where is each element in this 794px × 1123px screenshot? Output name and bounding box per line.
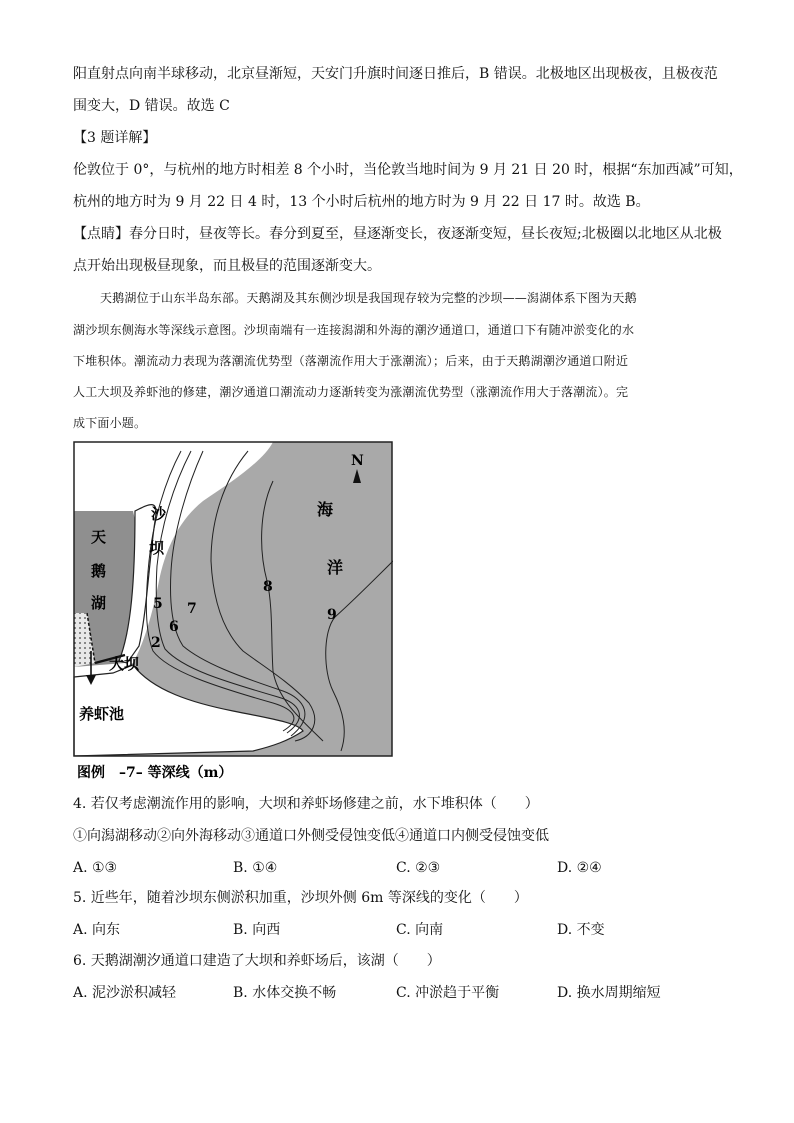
tips-line: 点开始出现极昼现象，而且极昼的范围逐渐变大。 bbox=[73, 258, 381, 274]
pond-label: 养虾池 bbox=[79, 705, 125, 723]
explanation-line: 伦敦位于 0°，与杭州的地方时相差 8 个小时，当伦敦当地时间为 9 月 21 日 20 时，根据“东加西减”可知， bbox=[73, 162, 743, 178]
dam-label: 大坝 bbox=[109, 655, 140, 673]
contour-label: 5 bbox=[153, 596, 163, 612]
contour-label: 7 bbox=[187, 601, 197, 617]
option-b[interactable]: B. 水体交换不畅 bbox=[233, 985, 337, 1001]
north-label: N bbox=[351, 453, 364, 469]
question-stem: 5. 近些年，随着沙坝东侧淤积加重，沙坝外侧 6m 等深线的变化（ ） bbox=[73, 890, 528, 906]
option-c[interactable]: C. ②③ bbox=[396, 860, 441, 876]
map-legend: 图例 –7– 等深线（m） bbox=[77, 765, 233, 781]
option-b[interactable]: B. ①④ bbox=[233, 860, 278, 876]
explanation-line: 阳直射点向南半球移动，北京昼渐短，天安门升旗时间逐日推后，B 错误。北极地区出现极夜，且极夜范 bbox=[73, 66, 718, 82]
question-stem: 6. 天鹅湖潮汐通道口建造了大坝和养虾场后，该湖（ ） bbox=[73, 953, 441, 969]
explanation-line: 杭州的地方时为 9 月 22 日 4 时，13 个小时后杭州的地方时为 9 月 22 日 17 时。故选 B。 bbox=[73, 194, 650, 210]
question-stem: 4. 若仅考虑潮流作用的影响，大坝和养虾场修建之前，水下堆积体（ ） bbox=[73, 796, 539, 812]
sea-label: 洋 bbox=[327, 558, 344, 577]
isobath-map bbox=[73, 441, 393, 786]
bar-label: 坝 bbox=[149, 539, 165, 557]
contour-label: 9 bbox=[327, 607, 337, 623]
tips-line: 【点睛】春分日时，昼夜等长。春分到夏至，昼逐渐变长，夜逐渐变短，昼长夜短;北极圈以北地区从北极 bbox=[73, 226, 722, 242]
lake-label: 天 bbox=[91, 528, 107, 546]
option-a[interactable]: A. 向东 bbox=[73, 922, 121, 938]
option-c[interactable]: C. 向南 bbox=[396, 922, 444, 938]
contour-label: 8 bbox=[263, 579, 273, 595]
option-a[interactable]: A. 泥沙淤积减轻 bbox=[73, 985, 177, 1001]
option-d[interactable]: D. ②④ bbox=[557, 860, 602, 876]
option-b[interactable]: B. 向西 bbox=[233, 922, 281, 938]
passage-line: 成下面小题。 bbox=[73, 416, 147, 430]
passage-line: 下堆积体。潮流动力表现为落潮流优势型（落潮流作用大于涨潮流）；后来，由于天鹅湖潮汐通道口附近 bbox=[73, 354, 629, 368]
lake-label: 湖 bbox=[91, 594, 107, 612]
passage-line: 人工大坝及养虾池的修建，潮汐通道口潮流动力逐渐转变为涨潮流优势型（涨潮流作用大于落潮流）。完 bbox=[73, 385, 629, 399]
question-statements: ①向潟湖移动②向外海移动③通道口外侧受侵蚀变低④通道口内侧受侵蚀变低 bbox=[73, 828, 549, 844]
lake-label: 鹅 bbox=[91, 562, 107, 580]
option-d[interactable]: D. 不变 bbox=[557, 922, 605, 938]
contour-label: 6 bbox=[169, 619, 179, 635]
contour-label: 2 bbox=[151, 635, 161, 651]
passage-line: 天鹅湖位于山东半岛东部。天鹅湖及其东侧沙坝是我国现存较为完整的沙坝——潟湖体系下图为天鹅 bbox=[100, 291, 637, 305]
explanation-line: 围变大，D 错误。故选 C bbox=[73, 98, 230, 114]
option-d[interactable]: D. 换水周期缩短 bbox=[557, 985, 661, 1001]
option-a[interactable]: A. ①③ bbox=[73, 860, 118, 876]
sea-label: 海 bbox=[317, 500, 334, 519]
bar-label: 沙 bbox=[151, 505, 167, 523]
option-c[interactable]: C. 冲淤趋于平衡 bbox=[396, 985, 500, 1001]
passage-line: 湖沙坝东侧海水等深线示意图。沙坝南端有一连接潟湖和外海的潮汐通道口，通道口下有随冲淤变化的水 bbox=[73, 323, 635, 337]
detail-heading: 【3 题详解】 bbox=[73, 130, 157, 146]
